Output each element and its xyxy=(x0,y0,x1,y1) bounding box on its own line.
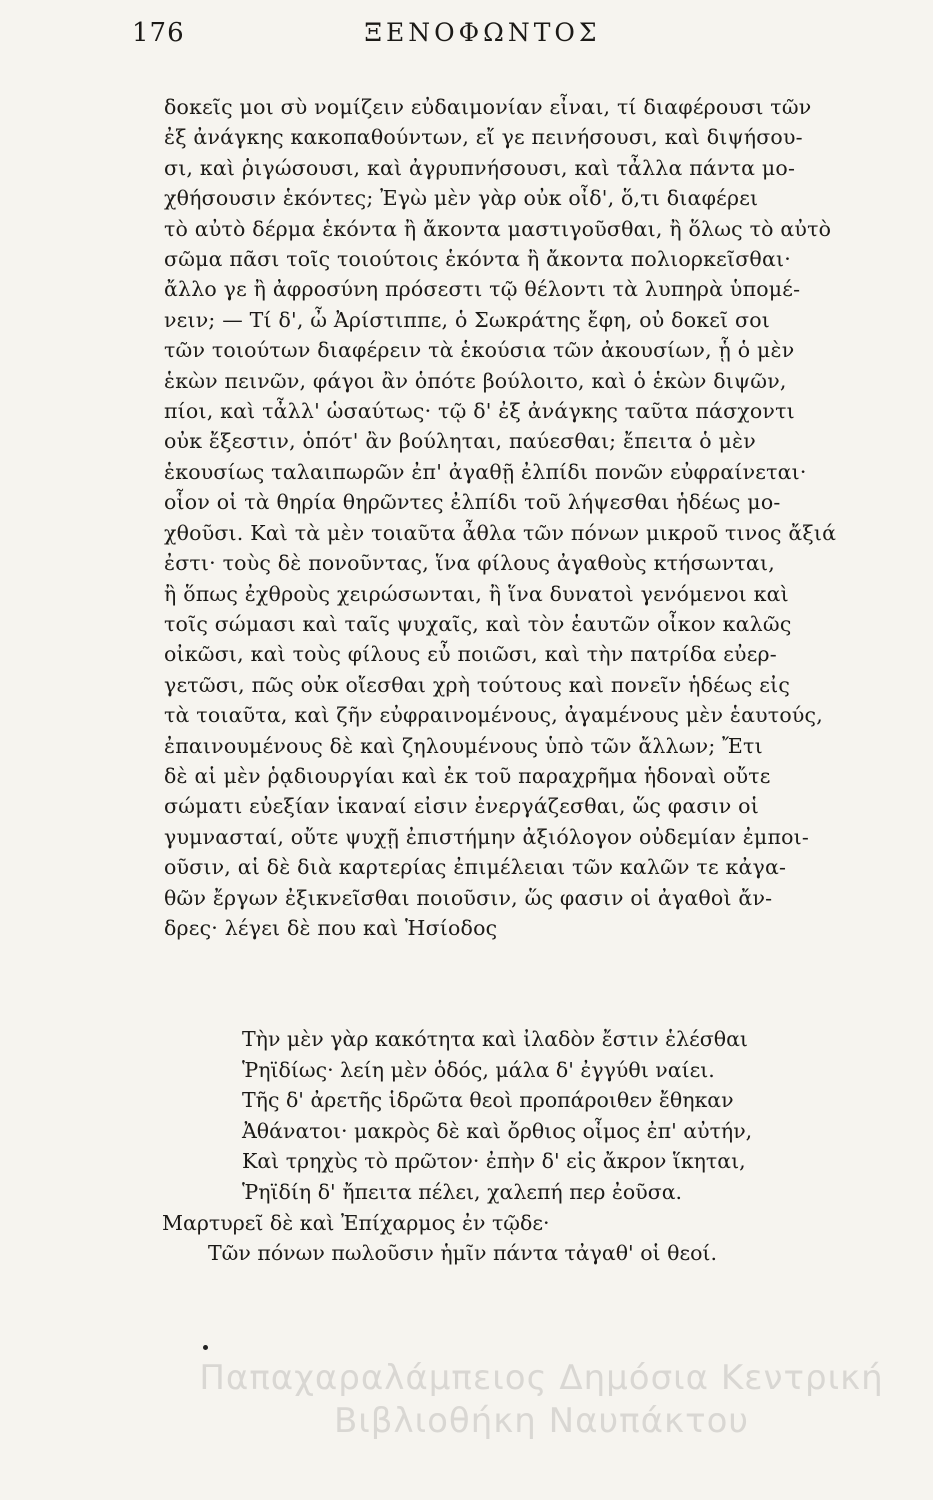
verse-line: Τῶν πόνων πωλοῦσιν ἡμῖν πάντα τἀγαθ' οἱ θεοί. xyxy=(208,1241,717,1266)
verse-line: Τῆς δ' ἀρετῆς ἱδρῶτα θεοὶ προπάροιθεν ἔθηκαν xyxy=(242,1088,734,1113)
text-line: δοκεῖς μοι σὺ νομίζειν εὐδαιμονίαν εἶναι, τί διαφέρουσι τῶν xyxy=(164,95,812,119)
library-watermark-line-2: Βιβλιοθήκη Ναυπάκτου xyxy=(333,1401,750,1441)
text-line: γετῶσι, πῶς οὐκ οἴεσθαι χρὴ τούτους καὶ πονεῖν ἡδέως εἰς xyxy=(164,672,791,697)
verse-line: Καὶ τρηχὺς τὸ πρῶτον· ἐπὴν δ' εἰς ἄκρον ἵκηται, xyxy=(242,1149,746,1174)
text-line: θῶν ἔργων ἐξικνεῖσθαι ποιοῦσιν, ὥς φασιν οἱ ἀγαθοὶ ἄν- xyxy=(164,885,773,910)
prose-block xyxy=(164,92,884,943)
text-line: νειν; — Τί δ', ὦ Ἀρίστιππε, ὁ Σωκράτης ἔφη, οὐ δοκεῖ σοι xyxy=(164,307,770,332)
text-line: ἑκὼν πεινῶν, φάγοι ἂν ὁπότε βούλοιτο, καὶ ὁ ἑκὼν διψῶν, xyxy=(164,368,787,393)
text-line: σι, καὶ ῥιγώσουσι, καὶ ἀγρυπνήσουσι, καὶ τἆλλα πάντα μο- xyxy=(164,155,796,180)
text-line: τὰ τοιαῦτα, καὶ ζῆν εὐφραινομένους, ἀγαμένους μὲν ἑαυτούς, xyxy=(164,703,823,728)
verse-line: Ἀθάνατοι· μακρὸς δὲ καὶ ὄρθιος οἶμος ἐπ' αὐτήν, xyxy=(242,1118,753,1143)
verse-line: Ῥηϊδίη δ' ἤπειτα πέλει, χαλεπή περ ἐοῦσα. xyxy=(242,1179,683,1204)
text-line: ἑκουσίως ταλαιπωρῶν ἐπ' ἀγαθῇ ἐλπίδι πονῶν εὐφραίνεται· xyxy=(164,459,807,484)
page-number: 176 xyxy=(132,18,185,48)
verse-line: Ῥηϊδίως· λείη μὲν ὁδός, μάλα δ' ἐγγύθι ναίει. xyxy=(242,1057,715,1082)
text-line: ἐστι· τοὺς δὲ πονοῦντας, ἵνα φίλους ἀγαθοὺς κτήσωνται, xyxy=(164,551,775,576)
text-line: γυμνασταί, οὔτε ψυχῇ ἐπιστήμην ἀξιόλογον οὐδεμίαν ἐμποι- xyxy=(164,824,810,849)
text-line: τοῖς σώμασι καὶ ταῖς ψυχαῖς, καὶ τὸν ἑαυτῶν οἶκον καλῶς xyxy=(164,611,792,636)
text-line: οἷον οἱ τὰ θηρία θηρῶντες ἐλπίδι τοῦ λήψεσθαι ἡδέως μο- xyxy=(164,490,781,515)
text-line: ἐξ ἀνάγκης κακοπαθούντων, εἴ γε πεινήσουσι, καὶ διψήσου- xyxy=(164,125,803,150)
ink-dot xyxy=(203,1345,208,1350)
verse-line: Τὴν μὲν γὰρ κακότητα καὶ ἰλαδὸν ἔστιν ἑλέσθαι xyxy=(242,1027,748,1051)
running-title: ΞΕΝΟΦΩΝΤΟΣ xyxy=(364,18,601,47)
text-line: δὲ αἱ μὲν ῥᾳδιουργίαι καὶ ἐκ τοῦ παραχρῆμα ἡδοναὶ οὔτε xyxy=(164,763,771,788)
text-line: σῶμα πᾶσι τοῖς τοιούτοις ἑκόντα ἢ ἄκοντα πολιορκεῖσθαι· xyxy=(164,247,791,272)
library-watermark-line-1: Παπαχαραλάμπειος Δημόσια Κεντρική xyxy=(199,1358,884,1398)
text-line: ἐπαινουμένους δὲ καὶ ζηλουμένους ὑπὸ τῶν ἄλλων; Ἔτι xyxy=(164,733,763,758)
text-line: πίοι, καὶ τἆλλ' ὡσαύτως· τῷ δ' ἐξ ἀνάγκης ταῦτα πάσχοντι xyxy=(164,399,795,424)
text-line: χθοῦσι. Καὶ τὰ μὲν τοιαῦτα ἆθλα τῶν πόνων μικροῦ τινος ἄξιά xyxy=(164,520,837,545)
text-line: τῶν τοιούτων διαφέρειν τὰ ἑκούσια τῶν ἀκουσίων, ᾗ ὁ μὲν xyxy=(164,338,795,363)
text-line: χθήσουσιν ἑκόντες; Ἐγὼ μὲν γὰρ οὐκ οἶδ', ὅ,τι διαφέρει xyxy=(164,186,759,211)
verse-block xyxy=(162,1024,892,1269)
text-line: τὸ αὐτὸ δέρμα ἑκόντα ἢ ἄκοντα μαστιγοῦσθαι, ἢ ὅλως τὸ αὐτὸ xyxy=(164,216,832,241)
page-header xyxy=(132,16,833,56)
text-line: ἄλλο γε ἢ ἀφροσύνη πρόσεστι τῷ θέλοντι τὰ λυπηρὰ ὑπομέ- xyxy=(164,277,801,302)
text-line: οῦσιν, αἱ δὲ διὰ καρτερίας ἐπιμέλειαι τῶν καλῶν τε κἀγα- xyxy=(164,855,787,880)
text-line: οὐκ ἔξεστιν, ὁπότ' ἂν βούληται, παύεσθαι; ἔπειτα ὁ μὲν xyxy=(164,429,756,454)
text-line: σώματι εὐεξίαν ἱκαναί εἰσιν ἐνεργάζεσθαι, ὥς φασιν οἱ xyxy=(164,794,759,819)
attribution-line: Μαρτυρεῖ δὲ καὶ Ἐπίχαρμος ἐν τῷδε· xyxy=(162,1210,550,1235)
text-line: δρες· λέγει δὲ που καὶ Ἡσίοδος xyxy=(164,915,498,940)
text-line: ἢ ὅπως ἐχθροὺς χειρώσωνται, ἢ ἵνα δυνατοὶ γενόμενοι καὶ xyxy=(164,581,789,606)
text-line: οἰκῶσι, καὶ τοὺς φίλους εὖ ποιῶσι, καὶ τὴν πατρίδα εὐερ- xyxy=(164,642,777,667)
